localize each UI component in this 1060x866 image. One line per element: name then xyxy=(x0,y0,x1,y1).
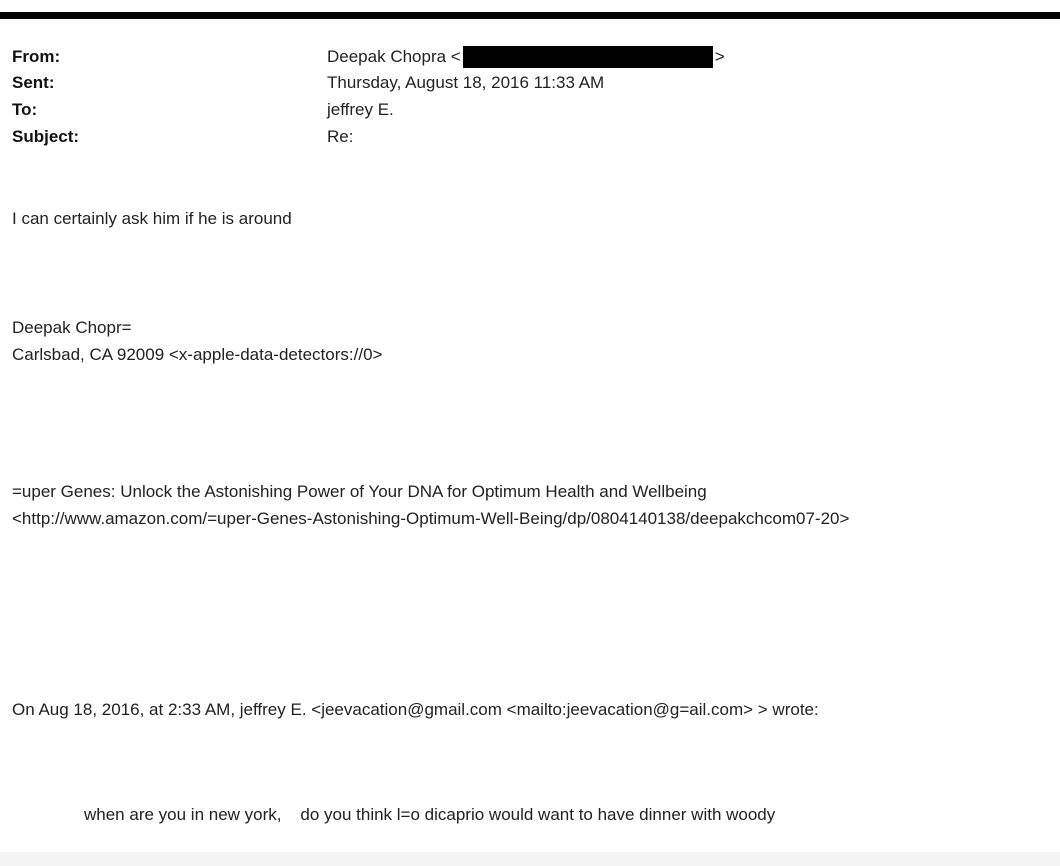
book-link: <http://www.amazon.com/=uper-Genes-Astonishing-Optimum-Well-Being/dp/0804140138/deepakchcom07-20> xyxy=(12,509,850,528)
from-name: Deepak Chopra < xyxy=(327,47,461,66)
signature-name: Deepak Chopr= xyxy=(12,318,132,337)
quote-header: On Aug 18, 2016, at 2:33 AM, jeffrey E. <jeevacation@gmail.com <mailto:jeevacation@g=ail.com> > wrote: xyxy=(12,700,819,719)
bottom-edge xyxy=(0,852,1060,866)
sent-label: Sent: xyxy=(12,73,55,92)
to-value: jeffrey E. xyxy=(327,100,394,119)
book-title: =uper Genes: Unlock the Astonishing Power of Your DNA for Optimum Health and Wellbeing xyxy=(12,482,707,501)
from-close: > xyxy=(714,47,725,66)
redaction-block xyxy=(463,46,713,68)
from-label: From: xyxy=(12,47,61,66)
subject-label: Subject: xyxy=(12,127,80,146)
reply-text: I can certainly ask him if he is around xyxy=(12,209,292,228)
signature-address: Carlsbad, CA 92009 <x-apple-data-detectors://0> xyxy=(12,345,383,364)
from-value xyxy=(327,46,725,68)
to-label: To: xyxy=(12,100,38,119)
sent-value: Thursday, August 18, 2016 11:33 AM xyxy=(327,73,605,92)
quoted-message: when are you in new york, do you think l=o dicaprio would want to have dinner with woody xyxy=(84,805,776,824)
top-divider xyxy=(0,12,1060,19)
subject-value: Re: xyxy=(327,127,354,146)
